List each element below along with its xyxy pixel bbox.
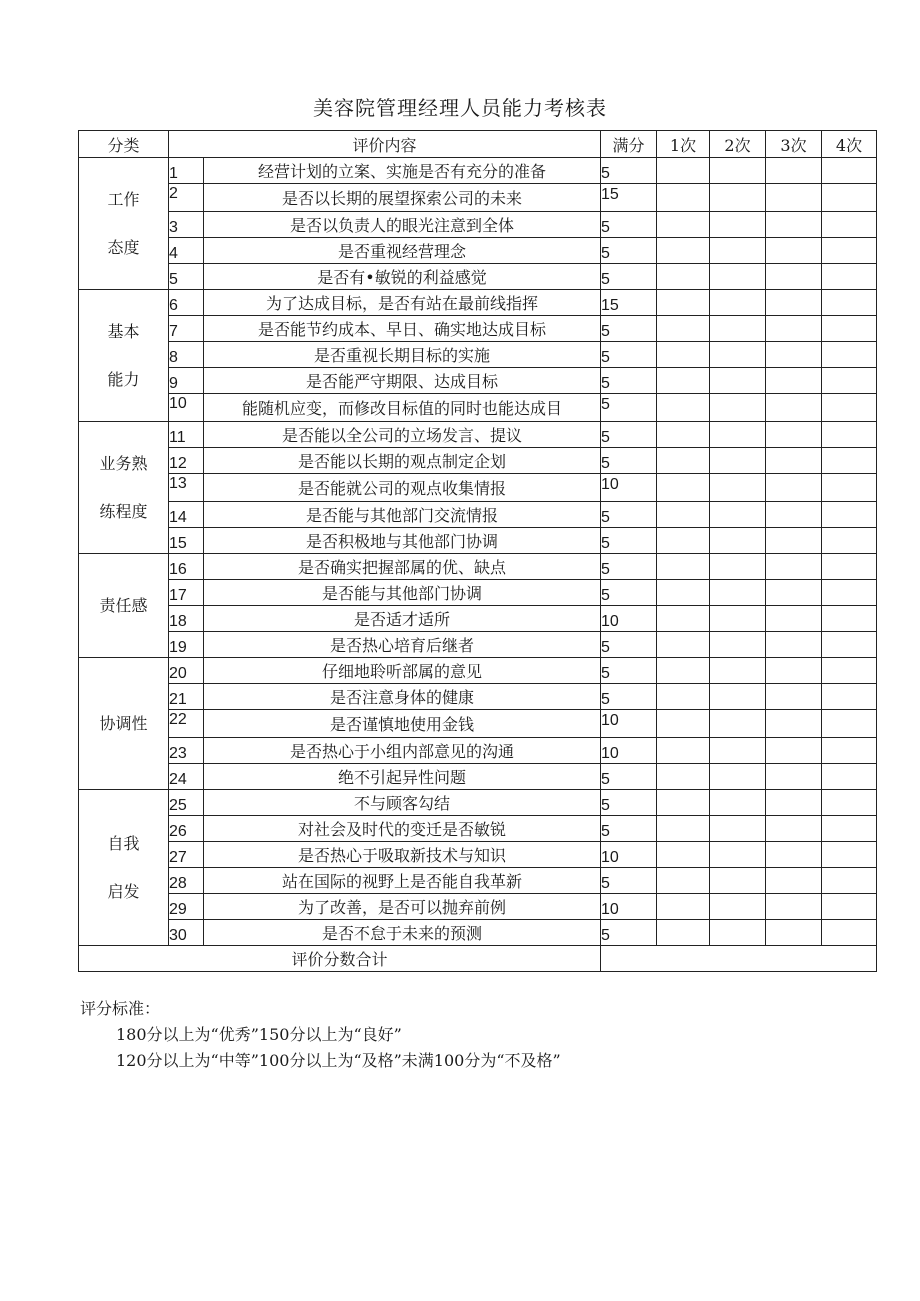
item-text: 是否热心于吸取新技术与知识 (204, 842, 601, 868)
score-cell-round-1[interactable] (657, 264, 710, 290)
item-number: 28 (169, 868, 204, 894)
score-cell-round-1[interactable] (657, 502, 710, 528)
item-text: 是否热心培育后继者 (204, 632, 601, 658)
total-row (79, 946, 877, 972)
item-full-score: 5 (601, 342, 657, 368)
score-cell-round-1[interactable] (657, 394, 710, 422)
score-cell-round-2[interactable] (710, 290, 766, 316)
item-text: 能随机应变，而修改目标值的同时也能达成目 (204, 394, 601, 422)
score-cell-round-2[interactable] (710, 212, 766, 238)
score-cell-round-2[interactable] (710, 394, 766, 422)
score-cell-round-4[interactable] (822, 184, 877, 212)
item-text: 是否能严守期限、达成目标 (204, 368, 601, 394)
item-text: 是否能就公司的观点收集情报 (204, 474, 601, 502)
item-number: 8 (169, 342, 204, 368)
table-row (79, 710, 877, 738)
score-cell-round-1[interactable] (657, 184, 710, 212)
item-full-score: 5 (601, 528, 657, 554)
score-cell-round-2[interactable] (710, 316, 766, 342)
score-cell-round-1[interactable] (657, 212, 710, 238)
score-cell-round-1[interactable] (657, 580, 710, 606)
total-label: 评价分数合计 (79, 946, 601, 972)
item-text: 是否能以全公司的立场发言、提议 (204, 422, 601, 448)
item-number: 29 (169, 894, 204, 920)
score-cell-round-1[interactable] (657, 684, 710, 710)
table-row (79, 316, 877, 342)
header-full-score: 满分 (601, 131, 657, 158)
score-cell-round-3[interactable] (766, 580, 822, 606)
score-cell-round-4[interactable] (822, 342, 877, 368)
score-cell-round-1[interactable] (657, 606, 710, 632)
score-cell-round-1[interactable] (657, 738, 710, 764)
score-cell-round-1[interactable] (657, 528, 710, 554)
item-full-score: 5 (601, 790, 657, 816)
table-row (79, 738, 877, 764)
header-category: 分类 (79, 131, 169, 158)
score-cell-round-4[interactable] (822, 658, 877, 684)
score-cell-round-3[interactable] (766, 290, 822, 316)
item-number: 17 (169, 580, 204, 606)
item-full-score: 5 (601, 448, 657, 474)
score-cell-round-3[interactable] (766, 422, 822, 448)
notes-heading: 评分标准： (80, 999, 161, 1018)
item-full-score: 5 (601, 632, 657, 658)
item-number: 15 (169, 528, 204, 554)
header-round-3: 3次 (766, 131, 822, 158)
score-cell-round-2[interactable] (710, 422, 766, 448)
item-number: 30 (169, 920, 204, 946)
score-cell-round-1[interactable] (657, 658, 710, 684)
table-row (79, 658, 877, 684)
header-round-4: 4次 (822, 131, 877, 158)
table-row (79, 868, 877, 894)
table-row (79, 790, 877, 816)
score-cell-round-2[interactable] (710, 842, 766, 868)
item-number: 10 (169, 394, 204, 422)
evaluation-table (78, 130, 877, 972)
item-text: 是否能与其他部门协调 (204, 580, 601, 606)
score-cell-round-4[interactable] (822, 868, 877, 894)
score-cell-round-4[interactable] (822, 580, 877, 606)
item-text: 站在国际的视野上是否能自我革新 (204, 868, 601, 894)
score-cell-round-3[interactable] (766, 894, 822, 920)
score-cell-round-2[interactable] (710, 474, 766, 502)
score-cell-round-3[interactable] (766, 658, 822, 684)
table-row (79, 764, 877, 790)
score-cell-round-2[interactable] (710, 502, 766, 528)
score-cell-round-3[interactable] (766, 184, 822, 212)
item-full-score: 10 (601, 606, 657, 632)
category-label-line: 业务熟 (99, 453, 148, 473)
item-text: 仔细地聆听部属的意见 (204, 658, 601, 684)
score-cell-round-2[interactable] (710, 158, 766, 184)
item-number: 23 (169, 738, 204, 764)
score-cell-round-1[interactable] (657, 894, 710, 920)
table-row (79, 580, 877, 606)
score-cell-round-2[interactable] (710, 894, 766, 920)
item-text: 是否重视经营理念 (204, 238, 601, 264)
score-cell-round-2[interactable] (710, 606, 766, 632)
score-cell-round-4[interactable] (822, 448, 877, 474)
score-cell-round-3[interactable] (766, 554, 822, 580)
item-number: 20 (169, 658, 204, 684)
score-cell-round-1[interactable] (657, 342, 710, 368)
item-full-score: 5 (601, 684, 657, 710)
score-cell-round-4[interactable] (822, 920, 877, 946)
score-cell-round-1[interactable] (657, 842, 710, 868)
score-cell-round-3[interactable] (766, 606, 822, 632)
item-text: 是否能节约成本、早日、确实地达成目标 (204, 316, 601, 342)
score-cell-round-4[interactable] (822, 422, 877, 448)
table-row (79, 554, 877, 580)
item-full-score: 5 (601, 394, 657, 422)
score-cell-round-2[interactable] (710, 790, 766, 816)
item-text: 是否适才适所 (204, 606, 601, 632)
table-row (79, 368, 877, 394)
item-text: 是否以长期的展望探索公司的未来 (204, 184, 601, 212)
score-cell-round-4[interactable] (822, 554, 877, 580)
score-cell-round-2[interactable] (710, 184, 766, 212)
score-cell-round-3[interactable] (766, 264, 822, 290)
table-row (79, 184, 877, 212)
item-text: 是否重视长期目标的实施 (204, 342, 601, 368)
item-number: 25 (169, 790, 204, 816)
score-cell-round-2[interactable] (710, 342, 766, 368)
category-label-line: 启发 (107, 881, 140, 901)
table-row (79, 920, 877, 946)
item-full-score: 5 (601, 920, 657, 946)
score-cell-round-4[interactable] (822, 632, 877, 658)
table-row (79, 816, 877, 842)
table-row (79, 502, 877, 528)
score-cell-round-2[interactable] (710, 632, 766, 658)
category-label (79, 422, 169, 554)
item-full-score: 5 (601, 212, 657, 238)
score-cell-round-3[interactable] (766, 764, 822, 790)
item-text: 是否确实把握部属的优、缺点 (204, 554, 601, 580)
score-cell-round-2[interactable] (710, 764, 766, 790)
notes-line-2: 120分以上为“中等”100分以上为“及格”未满100分为“不及格” (116, 1051, 561, 1070)
score-cell-round-1[interactable] (657, 448, 710, 474)
item-number: 12 (169, 448, 204, 474)
table-row (79, 894, 877, 920)
item-full-score: 5 (601, 868, 657, 894)
score-cell-round-4[interactable] (822, 394, 877, 422)
category-label-line: 自我 (107, 833, 140, 853)
score-cell-round-4[interactable] (822, 238, 877, 264)
score-cell-round-3[interactable] (766, 316, 822, 342)
score-cell-round-4[interactable] (822, 764, 877, 790)
score-cell-round-3[interactable] (766, 684, 822, 710)
table-row (79, 342, 877, 368)
score-cell-round-1[interactable] (657, 764, 710, 790)
item-number: 11 (169, 422, 204, 448)
item-full-score: 15 (601, 184, 657, 212)
item-full-score: 5 (601, 368, 657, 394)
score-cell-round-3[interactable] (766, 474, 822, 502)
score-cell-round-4[interactable] (822, 684, 877, 710)
score-cell-round-1[interactable] (657, 238, 710, 264)
category-label-line: 基本 (107, 321, 140, 341)
score-cell-round-4[interactable] (822, 528, 877, 554)
item-text: 不与顾客勾结 (204, 790, 601, 816)
score-cell-round-1[interactable] (657, 632, 710, 658)
score-cell-round-4[interactable] (822, 368, 877, 394)
item-full-score: 5 (601, 264, 657, 290)
item-number: 3 (169, 212, 204, 238)
category-label (79, 158, 169, 290)
header-round-2: 2次 (710, 131, 766, 158)
table-row (79, 684, 877, 710)
score-cell-round-4[interactable] (822, 212, 877, 238)
category-label-line: 能力 (107, 369, 140, 389)
item-number: 2 (169, 184, 204, 212)
item-number: 4 (169, 238, 204, 264)
item-full-score: 15 (601, 290, 657, 316)
item-full-score: 10 (601, 894, 657, 920)
notes-line-1: 180分以上为“优秀”150分以上为“良好” (116, 1025, 402, 1044)
score-cell-round-1[interactable] (657, 790, 710, 816)
score-cell-round-3[interactable] (766, 212, 822, 238)
item-text: 是否积极地与其他部门协调 (204, 528, 601, 554)
item-full-score: 5 (601, 502, 657, 528)
item-number: 24 (169, 764, 204, 790)
score-cell-round-3[interactable] (766, 448, 822, 474)
table-row (79, 264, 877, 290)
table-row (79, 158, 877, 184)
score-cell-round-2[interactable] (710, 868, 766, 894)
category-label (79, 290, 169, 422)
score-cell-round-1[interactable] (657, 474, 710, 502)
category-label-line: 练程度 (99, 501, 148, 521)
table-row (79, 422, 877, 448)
score-cell-round-2[interactable] (710, 658, 766, 684)
score-cell-round-3[interactable] (766, 528, 822, 554)
score-cell-round-3[interactable] (766, 790, 822, 816)
score-cell-round-2[interactable] (710, 238, 766, 264)
item-number: 16 (169, 554, 204, 580)
score-cell-round-2[interactable] (710, 738, 766, 764)
item-text: 是否以负责人的眼光注意到全体 (204, 212, 601, 238)
score-cell-round-2[interactable] (710, 264, 766, 290)
score-cell-round-2[interactable] (710, 580, 766, 606)
item-full-score: 5 (601, 316, 657, 342)
item-number: 21 (169, 684, 204, 710)
item-text: 是否注意身体的健康 (204, 684, 601, 710)
score-cell-round-1[interactable] (657, 290, 710, 316)
table-row (79, 474, 877, 502)
score-cell-round-4[interactable] (822, 738, 877, 764)
score-cell-round-2[interactable] (710, 684, 766, 710)
item-full-score: 5 (601, 422, 657, 448)
table-row (79, 632, 877, 658)
table-row (79, 238, 877, 264)
item-full-score: 10 (601, 474, 657, 502)
score-cell-round-3[interactable] (766, 842, 822, 868)
header-round-1: 1次 (657, 131, 710, 158)
category-label-line: 态度 (107, 237, 140, 257)
score-cell-round-1[interactable] (657, 158, 710, 184)
item-full-score: 5 (601, 764, 657, 790)
item-number: 1 (169, 158, 204, 184)
score-cell-round-4[interactable] (822, 290, 877, 316)
score-cell-round-3[interactable] (766, 158, 822, 184)
table-row (79, 842, 877, 868)
table-row (79, 290, 877, 316)
score-cell-round-1[interactable] (657, 422, 710, 448)
table-row (79, 394, 877, 422)
item-full-score: 5 (601, 238, 657, 264)
item-text: 对社会及时代的变迁是否敏锐 (204, 816, 601, 842)
item-full-score: 5 (601, 816, 657, 842)
item-text: 是否能以长期的观点制定企划 (204, 448, 601, 474)
score-cell-round-2[interactable] (710, 554, 766, 580)
score-cell-round-2[interactable] (710, 816, 766, 842)
score-cell-round-3[interactable] (766, 920, 822, 946)
score-cell-round-3[interactable] (766, 342, 822, 368)
item-full-score: 5 (601, 658, 657, 684)
page-title: 美容院管理经理人员能力考核表 (313, 96, 607, 120)
item-text: 是否能与其他部门交流情报 (204, 502, 601, 528)
item-number: 5 (169, 264, 204, 290)
scoring-notes (80, 996, 561, 1074)
score-cell-round-4[interactable] (822, 790, 877, 816)
score-cell-round-1[interactable] (657, 920, 710, 946)
item-text: 是否有•敏锐的利益感觉 (204, 264, 601, 290)
category-label (79, 658, 169, 790)
item-number: 6 (169, 290, 204, 316)
score-cell-round-3[interactable] (766, 868, 822, 894)
score-cell-round-3[interactable] (766, 238, 822, 264)
item-full-score: 5 (601, 580, 657, 606)
score-cell-round-4[interactable] (822, 264, 877, 290)
score-cell-round-2[interactable] (710, 528, 766, 554)
item-full-score: 10 (601, 842, 657, 868)
score-cell-round-1[interactable] (657, 368, 710, 394)
item-number: 27 (169, 842, 204, 868)
score-cell-round-4[interactable] (822, 502, 877, 528)
table-row (79, 448, 877, 474)
score-cell-round-4[interactable] (822, 474, 877, 502)
score-cell-round-3[interactable] (766, 816, 822, 842)
table-row (79, 606, 877, 632)
item-number: 26 (169, 816, 204, 842)
score-cell-round-1[interactable] (657, 554, 710, 580)
score-cell-round-3[interactable] (766, 502, 822, 528)
score-cell-round-1[interactable] (657, 710, 710, 738)
score-cell-round-2[interactable] (710, 710, 766, 738)
score-cell-round-4[interactable] (822, 894, 877, 920)
score-cell-round-3[interactable] (766, 738, 822, 764)
item-number: 9 (169, 368, 204, 394)
score-cell-round-2[interactable] (710, 448, 766, 474)
score-cell-round-1[interactable] (657, 868, 710, 894)
score-cell-round-1[interactable] (657, 816, 710, 842)
category-label (79, 554, 169, 658)
item-text: 是否不怠于未来的预测 (204, 920, 601, 946)
item-full-score: 10 (601, 738, 657, 764)
item-text: 为了达成目标，是否有站在最前线指挥 (204, 290, 601, 316)
category-label-line: 责任感 (99, 595, 148, 615)
category-label (79, 790, 169, 946)
table-row (79, 212, 877, 238)
item-number: 14 (169, 502, 204, 528)
item-number: 18 (169, 606, 204, 632)
item-text: 经营计划的立案、实施是否有充分的准备 (204, 158, 601, 184)
item-number: 7 (169, 316, 204, 342)
header-row (79, 131, 877, 158)
score-cell-round-3[interactable] (766, 710, 822, 738)
score-cell-round-4[interactable] (822, 316, 877, 342)
item-text: 为了改善，是否可以抛弃前例 (204, 894, 601, 920)
item-full-score: 5 (601, 158, 657, 184)
item-text: 绝不引起异性问题 (204, 764, 601, 790)
category-label-line: 工作 (107, 189, 140, 209)
table-body (79, 158, 877, 946)
header-content: 评价内容 (169, 131, 601, 158)
item-text: 是否谨慎地使用金钱 (204, 710, 601, 738)
score-cell-round-4[interactable] (822, 710, 877, 738)
score-cell-round-3[interactable] (766, 394, 822, 422)
score-cell-round-4[interactable] (822, 158, 877, 184)
table-row (79, 528, 877, 554)
score-cell-round-3[interactable] (766, 368, 822, 394)
category-label-line: 协调性 (99, 713, 148, 733)
score-cell-round-2[interactable] (710, 368, 766, 394)
total-score-cell[interactable] (601, 946, 877, 972)
item-number: 13 (169, 474, 204, 502)
score-cell-round-4[interactable] (822, 842, 877, 868)
item-full-score: 5 (601, 554, 657, 580)
score-cell-round-1[interactable] (657, 316, 710, 342)
score-cell-round-3[interactable] (766, 632, 822, 658)
item-full-score: 10 (601, 710, 657, 738)
item-number: 19 (169, 632, 204, 658)
score-cell-round-2[interactable] (710, 920, 766, 946)
score-cell-round-4[interactable] (822, 606, 877, 632)
item-text: 是否热心于小组内部意见的沟通 (204, 738, 601, 764)
score-cell-round-4[interactable] (822, 816, 877, 842)
item-number: 22 (169, 710, 204, 738)
